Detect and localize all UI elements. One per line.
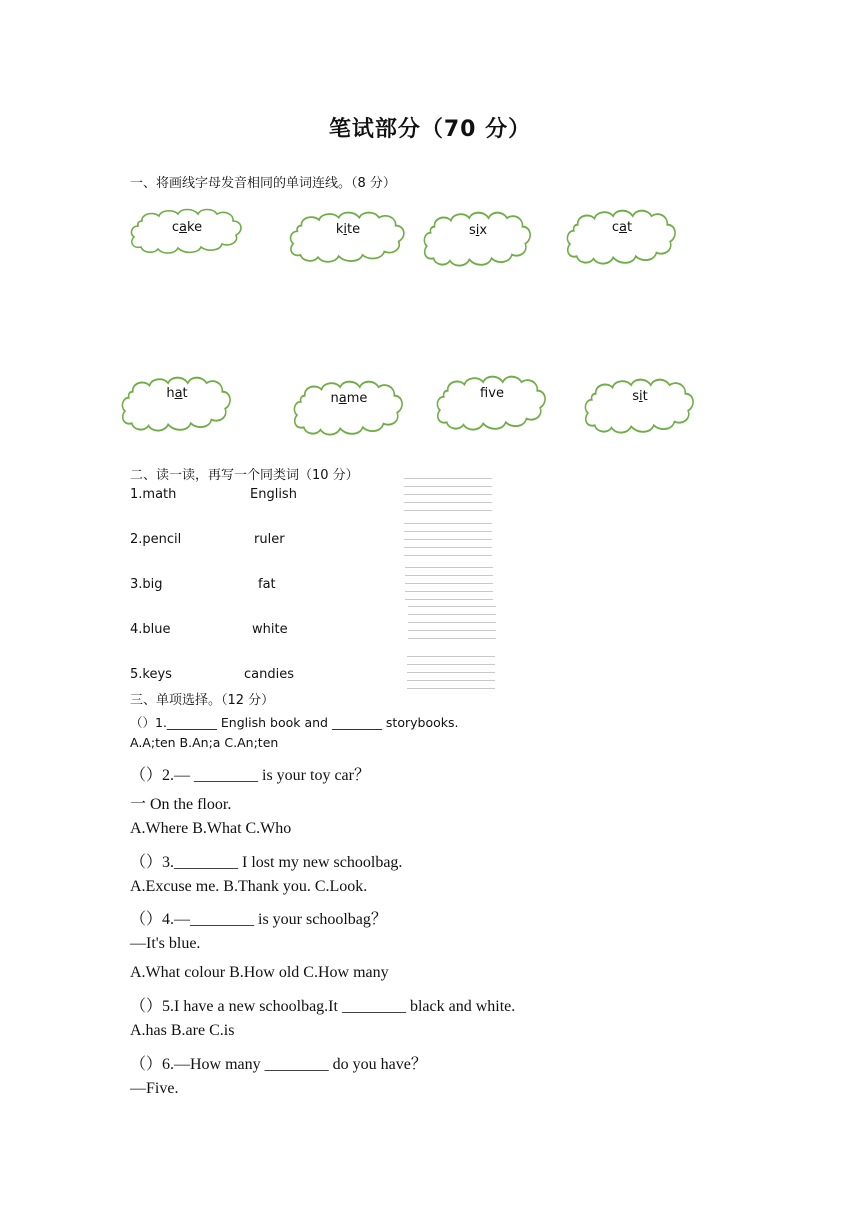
cloud-shape-icon xyxy=(434,376,550,432)
word-pair-row: 3.big xyxy=(130,577,163,592)
page-title: 笔试部分（70 分） xyxy=(328,117,532,142)
cloud-word: name xyxy=(330,391,368,406)
word-cloud xyxy=(287,212,409,264)
cloud-word: cake xyxy=(171,220,203,235)
question-3: （）3.________ I lost my new schoolbag. xyxy=(130,854,403,871)
word-cloud xyxy=(119,377,235,433)
word-pair-row: candies xyxy=(244,667,294,682)
cloud-word: kite xyxy=(335,222,361,237)
word-pair-row: 2.pencil xyxy=(130,532,182,547)
writing-lines[interactable] xyxy=(408,606,496,646)
question-6-answer-line: —Five. xyxy=(130,1080,179,1097)
question-4: （）4.—________ is your schoolbag？ xyxy=(130,911,387,928)
writing-lines[interactable] xyxy=(404,523,492,563)
question-5: （）5.I have a new schoolbag.It ________ black and white. xyxy=(130,998,516,1015)
writing-lines[interactable] xyxy=(404,478,492,518)
word-cloud xyxy=(582,379,698,435)
word-pair-row: ruler xyxy=(254,532,285,547)
question-1-options: A.A;ten B.An;a C.An;ten xyxy=(130,735,279,750)
question-6: （）6.—How many ________ do you have？ xyxy=(130,1056,427,1073)
word-pair-row: fat xyxy=(258,577,276,592)
cloud-word: fve xyxy=(480,386,504,401)
question-1: （）1.________ English book and ________ storybooks. xyxy=(130,715,459,730)
writing-lines[interactable] xyxy=(407,656,495,696)
part1-heading: 一、将画线字母发音相同的单词连线。（8 分） xyxy=(130,176,396,191)
writing-lines[interactable] xyxy=(405,567,493,607)
question-5-options: A.has B.are C.is xyxy=(130,1022,235,1039)
question-2-options: A.Where B.What C.Who xyxy=(130,820,292,837)
question-3-options: A.Excuse me. B.Thank you. C.Look. xyxy=(130,878,368,895)
cloud-shape-icon xyxy=(291,381,407,437)
part2-heading: 二、读一读，再写一个同类词（10 分） xyxy=(130,468,359,483)
word-pair-row: 1.math xyxy=(130,487,177,502)
cloud-word: six xyxy=(468,223,488,238)
cloud-word: sit xyxy=(632,389,648,404)
word-pair-row: 4.blue xyxy=(130,622,171,637)
question-4-options: A.What colour B.How old C.How many xyxy=(130,964,389,981)
question-2-answer-line: 一 On the floor. xyxy=(130,796,232,813)
cloud-shape-icon xyxy=(287,212,409,264)
word-pair-row: 5.keys xyxy=(130,667,172,682)
word-pair-row: white xyxy=(252,622,288,637)
part3-heading: 三、单项选择。（12 分） xyxy=(130,693,275,708)
question-4-answer-line: —It's blue. xyxy=(130,935,201,952)
question-2: （）2.— ________ is your toy car？ xyxy=(130,767,370,784)
cloud-shape-icon xyxy=(564,210,680,266)
word-cloud xyxy=(128,209,246,255)
word-cloud xyxy=(434,376,550,432)
word-cloud xyxy=(564,210,680,266)
word-cloud xyxy=(291,381,407,437)
word-cloud xyxy=(421,212,535,268)
cloud-word: cat xyxy=(611,220,633,235)
cloud-shape-icon xyxy=(421,212,535,268)
cloud-word: hat xyxy=(166,386,188,401)
cloud-shape-icon xyxy=(582,379,698,435)
word-pair-row: English xyxy=(250,487,297,502)
